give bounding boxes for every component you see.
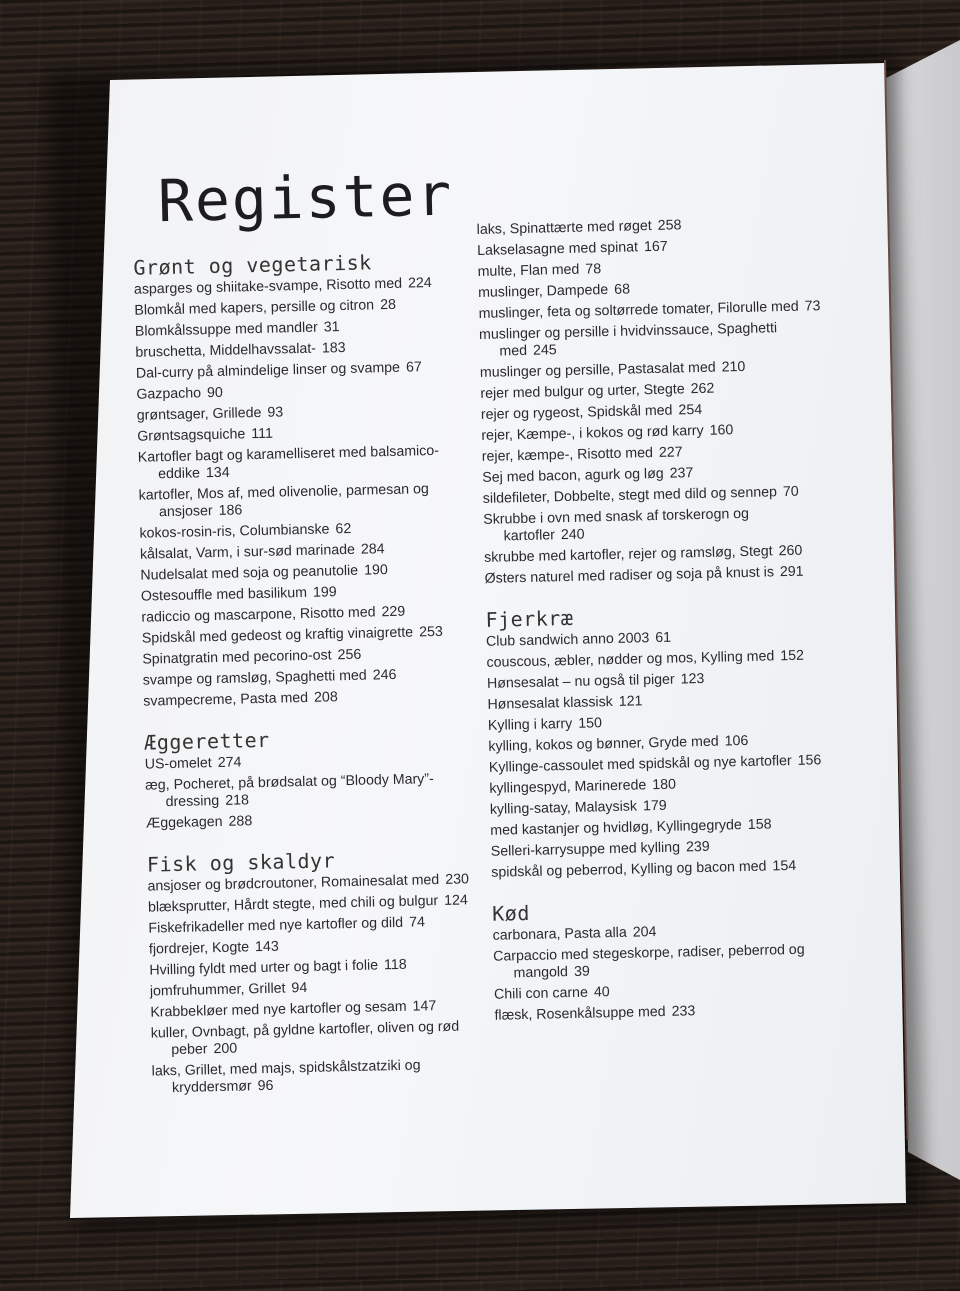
entry-text: Nudelsalat med soja og peanutolie bbox=[140, 562, 359, 584]
entry-page-number: 74 bbox=[408, 914, 426, 931]
entry-text: kartofler, Mos af, med olivenolie, parmesan og ansjoser bbox=[138, 481, 429, 521]
entry-page-number: 204 bbox=[632, 924, 657, 941]
section-heading: Æggeretter bbox=[143, 727, 270, 755]
entry-page-number: 224 bbox=[407, 275, 432, 292]
entry-text: Lakselasagne med spinat bbox=[476, 239, 639, 259]
index-entry bbox=[143, 686, 493, 711]
entry-text: bruschetta, Middelhavssalat- bbox=[135, 340, 317, 361]
index-section-koed bbox=[492, 894, 845, 1025]
index-entry bbox=[138, 480, 489, 522]
entry-page-number: 284 bbox=[360, 541, 385, 558]
entry-text: multe, Flan med bbox=[477, 261, 580, 280]
entry-page-number: 31 bbox=[323, 319, 340, 336]
entry-page-number: 258 bbox=[657, 217, 682, 234]
entry-page-number: 118 bbox=[383, 956, 407, 974]
index-section-groent-og-vegetarisk bbox=[133, 248, 493, 711]
index-entry bbox=[151, 1018, 502, 1060]
entry-page-number: 233 bbox=[671, 1003, 696, 1020]
entry-text: Fiskefrikadeller med nye kartofler og dild bbox=[148, 914, 404, 937]
entry-page-number: 123 bbox=[680, 670, 705, 688]
entry-text: Hønsesalat klassisk bbox=[487, 694, 613, 713]
index-section-continued bbox=[477, 214, 835, 588]
entry-text: Skrubbe i ovn med snask af torskerogn og kartofler bbox=[483, 505, 750, 545]
entry-text: Dal-curry på almindelige linser og svampe bbox=[135, 359, 401, 382]
entry-page-number: 229 bbox=[381, 603, 406, 621]
entry-text: rejer, Kæmpe-, i kokos og rød karry bbox=[481, 422, 704, 444]
entry-text: kylling-satay, Malaysisk bbox=[489, 798, 638, 818]
entry-text: blæksprutter, Hårdt stegte, med chili og bulgur bbox=[147, 893, 439, 916]
index-entry bbox=[152, 1056, 503, 1098]
entry-page-number: 240 bbox=[560, 526, 585, 544]
entry-page-number: 70 bbox=[782, 483, 799, 501]
entry-page-number: 262 bbox=[690, 380, 715, 398]
page-title: Register bbox=[157, 160, 455, 236]
entry-text: svampe og ramsløg, Spaghetti med bbox=[142, 667, 367, 689]
entry-text: asparges og shiitake-svampe, Risotto med bbox=[133, 275, 403, 298]
entry-page-number: 158 bbox=[747, 816, 772, 833]
entry-page-number: 93 bbox=[267, 404, 284, 421]
entry-text: Kyllinge-cassoulet med spidskål og nye kartofler bbox=[488, 752, 792, 776]
section-heading: Fjerkræ bbox=[485, 605, 574, 632]
entry-text: Spidskål med gedeost og kraftig vinaigrette bbox=[141, 624, 414, 647]
index-entry bbox=[493, 941, 844, 983]
entry-text: kuller, Ovnbagt, på gyldne kartofler, oliven og rød peber bbox=[150, 1018, 460, 1059]
entry-page-number: 246 bbox=[372, 666, 397, 684]
entry-page-number: 90 bbox=[206, 384, 223, 402]
entry-page-number: 237 bbox=[669, 465, 694, 482]
entry-text: spidskål og peberrod, Kylling og bacon med bbox=[491, 858, 767, 881]
index-entry bbox=[479, 319, 830, 361]
index-entry bbox=[494, 1000, 844, 1025]
entry-page-number: 227 bbox=[658, 444, 683, 461]
entry-text: muslinger, feta og soltørrede tomater, Filorulle med bbox=[478, 298, 799, 322]
entry-page-number: 208 bbox=[313, 689, 338, 706]
entry-page-number: 180 bbox=[652, 776, 677, 794]
entry-page-number: 183 bbox=[321, 339, 346, 357]
section-heading: Grønt og vegetarisk bbox=[133, 250, 372, 280]
entry-page-number: 254 bbox=[678, 401, 703, 419]
entry-page-number: 147 bbox=[412, 998, 437, 1015]
entry-text: rejer med bulgur og urter, Stegte bbox=[480, 381, 685, 402]
entry-page-number: 61 bbox=[655, 629, 672, 647]
entry-page-number: 28 bbox=[379, 296, 397, 314]
entry-page-number: 186 bbox=[218, 502, 243, 519]
entry-text: fjordrejer, Kogte bbox=[148, 939, 250, 958]
entry-page-number: 124 bbox=[443, 892, 468, 909]
entry-text: rejer og rygeost, Spidskål med bbox=[480, 402, 673, 423]
entry-text: med kastanjer og hvidløg, Kyllingegryde bbox=[490, 817, 743, 839]
index-entry bbox=[146, 808, 496, 833]
entry-page-number: 230 bbox=[445, 871, 470, 888]
entry-text: Spinatgratin med pecorino-ost bbox=[142, 647, 332, 668]
entry-page-number: 121 bbox=[618, 693, 643, 710]
entry-text: US-omelet bbox=[144, 755, 212, 773]
entry-page-number: 154 bbox=[772, 857, 797, 875]
entry-text: couscous, æbler, nødder og mos, Kylling med bbox=[486, 648, 775, 671]
entry-page-number: 67 bbox=[405, 359, 422, 376]
entry-text: muslinger, Dampede bbox=[477, 282, 609, 301]
index-entry bbox=[483, 504, 834, 546]
entry-page-number: 152 bbox=[780, 647, 805, 665]
entry-text: Krabbekløer med nye kartofler og sesam bbox=[150, 998, 407, 1021]
index-section-fjerkrae bbox=[485, 600, 841, 882]
entry-page-number: 260 bbox=[778, 542, 803, 560]
entry-text: kokos-rosin-ris, Columbianske bbox=[139, 521, 330, 542]
entry-text: Blomkålssuppe med mandler bbox=[134, 319, 319, 340]
index-section-fisk-og-skaldyr bbox=[147, 845, 502, 1098]
entry-page-number: 210 bbox=[721, 358, 746, 376]
entry-text: jomfruhummer, Grillet bbox=[149, 980, 286, 1000]
entry-page-number: 156 bbox=[797, 752, 822, 769]
entry-text: kyllingespyd, Marinerede bbox=[489, 777, 647, 797]
section-heading: Fisk og skaldyr bbox=[146, 848, 336, 877]
section-heading: Kød bbox=[491, 900, 531, 926]
entry-page-number: 218 bbox=[225, 792, 250, 809]
entry-text: ansjoser og brødcroutoner, Romainesalat med bbox=[147, 871, 440, 895]
index-column-left bbox=[133, 248, 502, 1118]
index-entry bbox=[145, 770, 496, 812]
entry-page-number: 134 bbox=[205, 464, 230, 482]
entry-text: grøntsager, Grillede bbox=[136, 404, 262, 424]
entry-text: Club sandwich anno 2003 bbox=[485, 630, 650, 650]
entry-page-number: 111 bbox=[251, 425, 274, 443]
entry-text: muslinger og persille, Pastasalat med bbox=[479, 359, 716, 381]
entry-page-number: 68 bbox=[614, 281, 631, 298]
entry-text: laks, Grillet, med majs, spidskålstzatziki og kryddersmør bbox=[151, 1057, 421, 1097]
entry-page-number: 179 bbox=[642, 797, 667, 815]
entry-text: Selleri-karrysuppe med kylling bbox=[490, 839, 681, 860]
entry-text: æg, Pocheret, på brødsalat og “Bloody Mary”-dressing bbox=[145, 771, 434, 811]
entry-page-number: 106 bbox=[724, 732, 749, 750]
entry-page-number: 291 bbox=[779, 563, 804, 581]
entry-text: carbonara, Pasta alla bbox=[492, 924, 627, 944]
entry-text: kylling, kokos og bønner, Gryde med bbox=[488, 733, 719, 755]
entry-text: Ostesouffle med basilikum bbox=[140, 584, 308, 605]
entry-text: svampecreme, Pasta med bbox=[143, 689, 309, 710]
entry-text: Hvilling fyldt med urter og bagt i folie bbox=[149, 957, 379, 979]
entry-text: Kartofler bagt og karamelliseret med balsamico-eddike bbox=[137, 442, 440, 483]
entry-text: Grøntsagsquiche bbox=[137, 426, 246, 445]
entry-text: radiccio og mascarpone, Risotto med bbox=[141, 604, 376, 626]
entry-page-number: 199 bbox=[312, 584, 337, 601]
entry-text: sildefileter, Dobbelte, stegt med dild og sennep bbox=[482, 484, 778, 507]
entry-text: Chili con carne bbox=[493, 984, 589, 1003]
entry-page-number: 239 bbox=[685, 838, 710, 856]
index-section-aeggeretter bbox=[144, 723, 496, 833]
entry-text: skrubbe med kartofler, rejer og ramsløg, Stegt bbox=[483, 543, 773, 566]
entry-page-number: 40 bbox=[593, 984, 610, 1001]
entry-page-number: 39 bbox=[573, 963, 590, 980]
index-entry bbox=[491, 857, 841, 882]
entry-page-number: 73 bbox=[804, 298, 821, 315]
entry-text: laks, Spinattærte med røget bbox=[476, 217, 652, 238]
entry-page-number: 256 bbox=[337, 646, 362, 664]
entry-text: Gazpacho bbox=[136, 385, 202, 403]
entry-page-number: 94 bbox=[291, 980, 308, 997]
entry-text: Østers naturel med radiser og soja på knust is bbox=[484, 564, 775, 587]
entry-text: muslinger og persille i hvidvinssauce, Spaghetti med bbox=[478, 320, 778, 360]
entry-page-number: 274 bbox=[217, 754, 242, 771]
entry-text: flæsk, Rosenkålsuppe med bbox=[494, 1003, 666, 1024]
index-column-right bbox=[477, 214, 846, 1045]
entry-text: Kylling i karry bbox=[487, 715, 573, 734]
entry-page-number: 288 bbox=[228, 813, 253, 830]
entry-page-number: 150 bbox=[578, 715, 603, 732]
entry-page-number: 190 bbox=[363, 562, 388, 579]
entry-page-number: 96 bbox=[257, 1077, 274, 1095]
entry-page-number: 245 bbox=[532, 342, 557, 359]
entry-text: Blomkål med kapers, persille og citron bbox=[134, 297, 375, 319]
entry-text: Hønsesalat – nu også til piger bbox=[486, 671, 675, 692]
index-entry bbox=[484, 563, 834, 588]
entry-page-number: 62 bbox=[335, 520, 352, 538]
entry-page-number: 160 bbox=[709, 422, 734, 439]
entry-page-number: 200 bbox=[213, 1040, 238, 1058]
entry-page-number: 167 bbox=[643, 238, 668, 256]
entry-text: kålsalat, Varm, i sur-sød marinade bbox=[139, 541, 356, 563]
entry-page-number: 253 bbox=[418, 623, 443, 641]
index-entry bbox=[138, 442, 489, 484]
entry-text: Æggekagen bbox=[145, 813, 223, 832]
entry-page-number: 78 bbox=[585, 261, 602, 278]
entry-text: rejer, kæmpe-, Risotto med bbox=[481, 445, 654, 465]
entry-text: Carpaccio med stegeskorpe, radiser, peberrod og mangold bbox=[493, 941, 805, 982]
entry-page-number: 143 bbox=[254, 938, 279, 956]
entry-text: Sej med bacon, agurk og løg bbox=[482, 465, 664, 486]
